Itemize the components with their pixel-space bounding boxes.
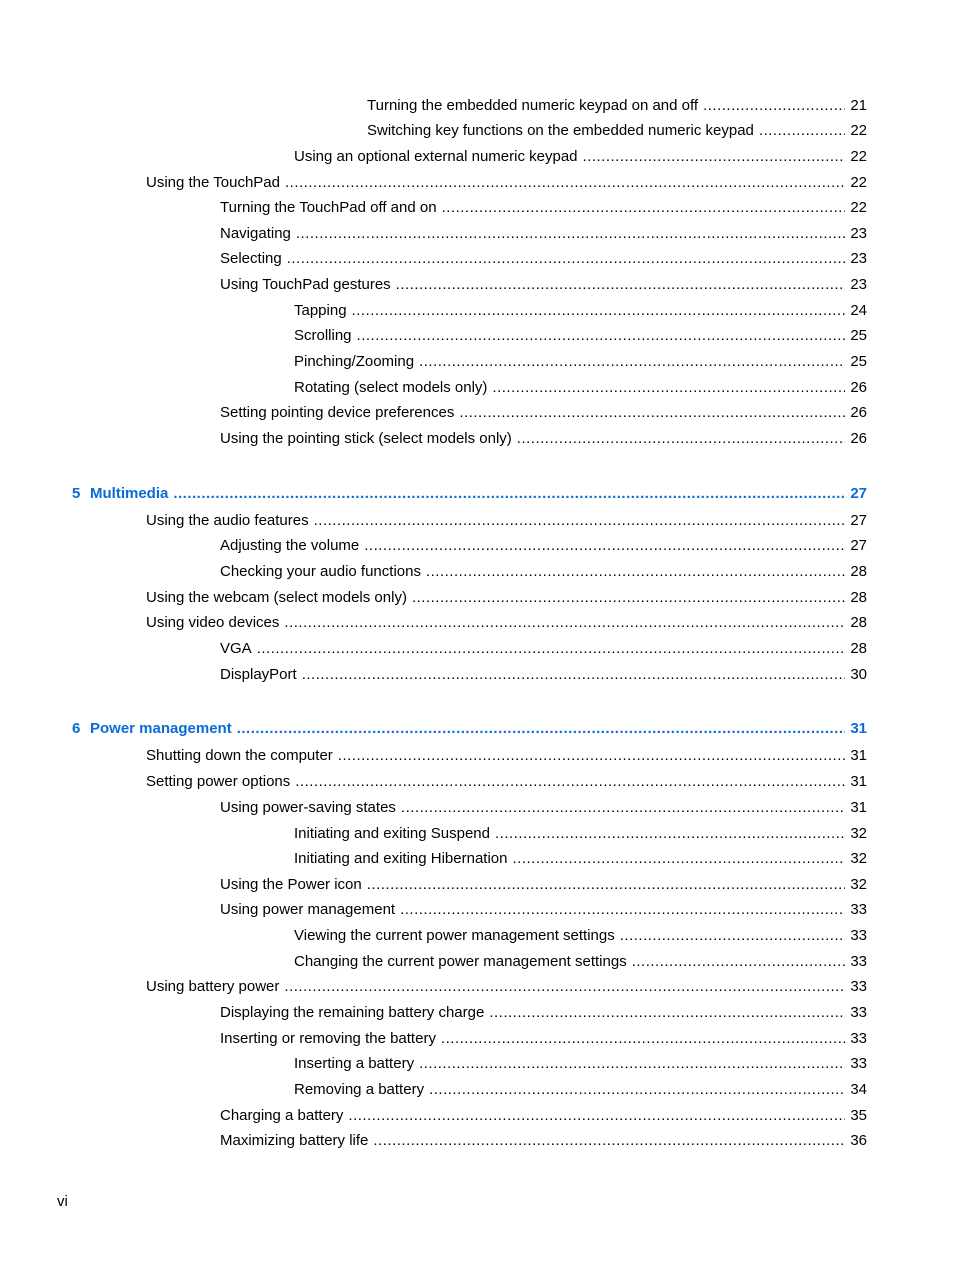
- dot-leader: [302, 664, 846, 686]
- toc-entry-page: 28: [850, 563, 867, 580]
- toc-entry-page: 32: [850, 850, 867, 867]
- toc-entry-page: 22: [850, 174, 867, 191]
- toc-entry[interactable]: [220, 797, 867, 819]
- dot-leader: [296, 223, 845, 245]
- dot-leader: [442, 197, 846, 219]
- toc-entry-title: Using power management: [220, 901, 396, 918]
- toc-entry[interactable]: [146, 172, 867, 194]
- dot-leader: [429, 1079, 845, 1101]
- chapter-page: 27: [850, 485, 867, 502]
- toc-entry-page: 26: [850, 379, 867, 396]
- dot-leader: [400, 899, 845, 921]
- toc-entry-page: 25: [850, 327, 867, 344]
- toc-entry-page: 32: [850, 876, 867, 893]
- toc-entry-page: 33: [850, 953, 867, 970]
- toc-entry[interactable]: [294, 1053, 867, 1075]
- dot-leader: [583, 146, 846, 168]
- chapter-number: 6: [72, 720, 81, 737]
- toc-entry-title: Charging a battery: [220, 1107, 344, 1124]
- page-number: vi: [57, 1193, 68, 1210]
- toc-entry-page: 24: [850, 302, 867, 319]
- toc-entry-page: 26: [850, 430, 867, 447]
- toc-entry[interactable]: [294, 848, 867, 870]
- toc-entry-page: 33: [850, 978, 867, 995]
- dot-leader: [357, 325, 846, 347]
- toc-entry-page: 27: [850, 537, 867, 554]
- toc-entry[interactable]: [146, 745, 867, 767]
- toc-entry-title: Adjusting the volume: [220, 537, 360, 554]
- toc-entry[interactable]: [220, 638, 867, 660]
- toc-entry-page: 22: [850, 122, 867, 139]
- toc-entry[interactable]: [220, 197, 867, 219]
- chapter-title: Multimedia: [90, 485, 169, 502]
- toc-entry-page: 26: [850, 404, 867, 421]
- toc-entry-title: Displaying the remaining battery charge: [220, 1004, 485, 1021]
- toc-entry-page: 21: [850, 97, 867, 114]
- dot-leader: [364, 535, 845, 557]
- toc-entry-page: 23: [850, 225, 867, 242]
- dot-leader: [284, 612, 845, 634]
- dot-leader: [426, 561, 845, 583]
- toc-entry-title: Tapping: [294, 302, 347, 319]
- dot-leader: [419, 1053, 845, 1075]
- dot-leader: [173, 483, 845, 505]
- toc-entry[interactable]: [146, 976, 867, 998]
- toc-entry[interactable]: [220, 428, 867, 450]
- toc-entry-page: 34: [850, 1081, 867, 1098]
- toc-entry[interactable]: [146, 510, 867, 532]
- toc-entry-title: Switching key functions on the embedded numeric keypad: [367, 122, 754, 139]
- toc-entry-title: DisplayPort: [220, 666, 297, 683]
- toc-entry-title: Maximizing battery life: [220, 1132, 369, 1149]
- toc-entry[interactable]: [294, 146, 867, 168]
- toc-entry-title: Turning the embedded numeric keypad on and off: [367, 97, 699, 114]
- dot-leader: [396, 274, 846, 296]
- toc-entry-title: Setting power options: [146, 773, 291, 790]
- toc-entry-title: Turning the TouchPad off and on: [220, 199, 437, 216]
- dot-leader: [512, 848, 845, 870]
- toc-entry[interactable]: [294, 300, 867, 322]
- toc-entry[interactable]: [146, 612, 867, 634]
- toc-entry[interactable]: [220, 223, 867, 245]
- toc-entry-title: Pinching/Zooming: [294, 353, 415, 370]
- toc-entry-title: Using the audio features: [146, 512, 309, 529]
- toc-entry[interactable]: [220, 248, 867, 270]
- toc-entry-title: Using power-saving states: [220, 799, 396, 816]
- dot-leader: [287, 248, 846, 270]
- toc-entry[interactable]: [294, 823, 867, 845]
- dot-leader: [489, 1002, 845, 1024]
- chapter-heading-power-management[interactable]: [72, 718, 867, 740]
- dot-leader: [257, 638, 846, 660]
- toc-entry-page: 33: [850, 901, 867, 918]
- toc-entry-title: VGA: [220, 640, 252, 657]
- toc-entry-title: Shutting down the computer: [146, 747, 333, 764]
- chapter-title: Power management: [90, 720, 232, 737]
- toc-entry[interactable]: [220, 664, 867, 686]
- toc-entry-page: 33: [850, 1055, 867, 1072]
- toc-entry-title: Initiating and exiting Hibernation: [294, 850, 508, 867]
- toc-entry-title: Scrolling: [294, 327, 352, 344]
- dot-leader: [284, 976, 845, 998]
- toc-entry-title: Setting pointing device preferences: [220, 404, 455, 421]
- dot-leader: [419, 351, 845, 373]
- dot-leader: [237, 718, 846, 740]
- toc-entry-page: 27: [850, 512, 867, 529]
- dot-leader: [459, 402, 845, 424]
- toc-entry-page: 23: [850, 250, 867, 267]
- toc-entry-title: Selecting: [220, 250, 282, 267]
- toc-entry-title: Using the pointing stick (select models only): [220, 430, 512, 447]
- dot-leader: [314, 510, 846, 532]
- toc-entry-page: 31: [850, 773, 867, 790]
- toc-entry[interactable]: [294, 377, 867, 399]
- toc-entry-page: 32: [850, 825, 867, 842]
- toc-entry[interactable]: [220, 1130, 867, 1152]
- toc-entry[interactable]: [220, 561, 867, 583]
- toc-entry-page: 31: [850, 747, 867, 764]
- dot-leader: [373, 1130, 845, 1152]
- toc-entry-title: Inserting or removing the battery: [220, 1030, 436, 1047]
- toc-entry-page: 33: [850, 1004, 867, 1021]
- toc-entry[interactable]: [146, 771, 867, 793]
- toc-entry-title: Using the webcam (select models only): [146, 589, 407, 606]
- toc-entry-page: 28: [850, 614, 867, 631]
- dot-leader: [412, 587, 845, 609]
- toc-entry-page: 33: [850, 1030, 867, 1047]
- toc-entry-title: Removing a battery: [294, 1081, 425, 1098]
- toc-entry-title: Using battery power: [146, 978, 280, 995]
- toc-entry[interactable]: [294, 351, 867, 373]
- toc-entry[interactable]: [220, 274, 867, 296]
- toc-entry-page: 33: [850, 927, 867, 944]
- toc-entry-page: 25: [850, 353, 867, 370]
- toc-entry-page: 22: [850, 199, 867, 216]
- chapter-heading-multimedia[interactable]: [72, 483, 867, 505]
- toc-entry[interactable]: [294, 925, 867, 947]
- dot-leader: [703, 95, 845, 117]
- dot-leader: [352, 300, 846, 322]
- chapter-page: 31: [850, 720, 867, 737]
- dot-leader: [348, 1105, 845, 1127]
- toc-entry-page: 30: [850, 666, 867, 683]
- toc-entry-title: Navigating: [220, 225, 291, 242]
- toc-entry-page: 28: [850, 640, 867, 657]
- chapter-number: 5: [72, 485, 81, 502]
- toc-entry-page: 28: [850, 589, 867, 606]
- toc-entry-title: Using an optional external numeric keypad: [294, 148, 578, 165]
- dot-leader: [492, 377, 845, 399]
- toc-entry[interactable]: [367, 120, 867, 142]
- dot-leader: [495, 823, 845, 845]
- toc-entry-page: 35: [850, 1107, 867, 1124]
- dot-leader: [517, 428, 846, 450]
- toc-entry-page: 36: [850, 1132, 867, 1149]
- toc-entry-title: Using TouchPad gestures: [220, 276, 391, 293]
- dot-leader: [620, 925, 846, 947]
- toc-entry[interactable]: [220, 899, 867, 921]
- toc-entry-title: Initiating and exiting Suspend: [294, 825, 490, 842]
- toc-entry[interactable]: [220, 1105, 867, 1127]
- toc-entry-title: Using the TouchPad: [146, 174, 280, 191]
- toc-entry[interactable]: [220, 402, 867, 424]
- toc-entry-title: Checking your audio functions: [220, 563, 421, 580]
- toc-entry-title: Viewing the current power management settings: [294, 927, 615, 944]
- toc-entry[interactable]: [220, 874, 867, 896]
- toc-entry-title: Rotating (select models only): [294, 379, 488, 396]
- toc-entry-page: 23: [850, 276, 867, 293]
- dot-leader: [295, 771, 845, 793]
- toc-entry-title: Inserting a battery: [294, 1055, 415, 1072]
- toc-entry-page: 22: [850, 148, 867, 165]
- dot-leader: [338, 745, 846, 767]
- toc-entry[interactable]: [294, 951, 867, 973]
- toc-entry[interactable]: [294, 325, 867, 347]
- toc-entry-title: Changing the current power management settings: [294, 953, 627, 970]
- toc-entry[interactable]: [146, 587, 867, 609]
- dot-leader: [285, 172, 845, 194]
- toc-entry-title: Using the Power icon: [220, 876, 362, 893]
- dot-leader: [441, 1028, 845, 1050]
- dot-leader: [759, 120, 845, 142]
- toc-entry-title: Using video devices: [146, 614, 280, 631]
- dot-leader: [367, 874, 846, 896]
- dot-leader: [632, 951, 846, 973]
- toc-entry[interactable]: [367, 95, 867, 117]
- toc-entry[interactable]: [294, 1079, 867, 1101]
- dot-leader: [401, 797, 845, 819]
- toc-entry[interactable]: [220, 1028, 867, 1050]
- toc-entry[interactable]: [220, 535, 867, 557]
- toc-entry[interactable]: [220, 1002, 867, 1024]
- toc-entry-page: 31: [850, 799, 867, 816]
